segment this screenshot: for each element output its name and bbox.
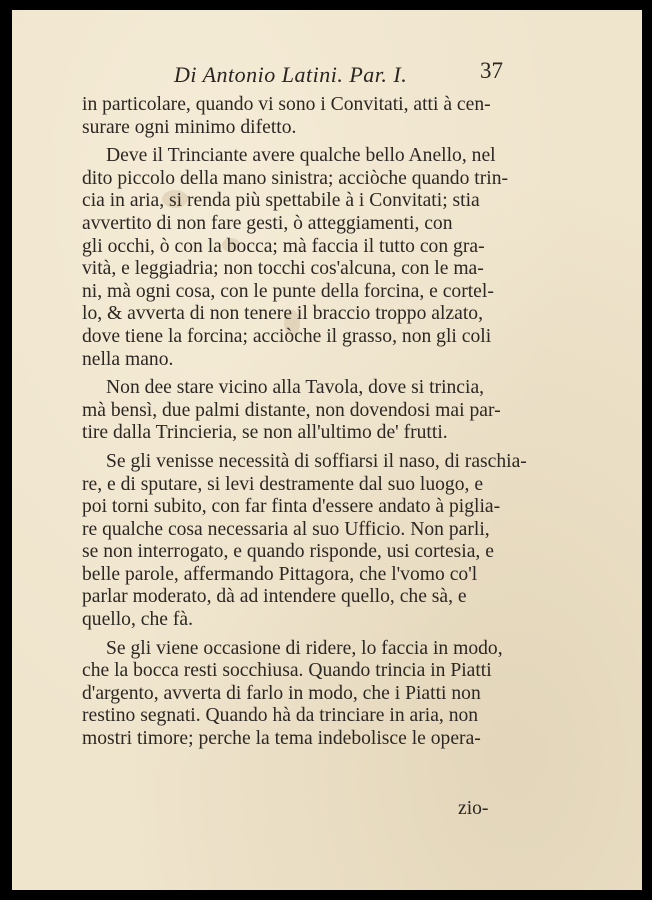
paragraph: [82, 145, 552, 371]
paragraph: [82, 377, 552, 445]
text-line: gli occhi, ò con la bocca; mà faccia il tutto con gra-: [82, 235, 485, 257]
text-line: mostri timore; perche la tema indebolisce le opera-: [82, 728, 481, 750]
text-line: quello, che fà.: [82, 609, 193, 631]
running-head: Di Antonio Latini. Par. I.: [174, 62, 408, 87]
text-line: in particolare, quando vi sono i Convitati, atti à cen-: [82, 94, 491, 115]
text-line: lo, & avverta di non tenere il braccio troppo alzato,: [82, 303, 483, 325]
text-line: parlar moderato, dà ad intendere quello, che sà, e: [82, 586, 467, 608]
text-line: che la bocca resti socchiusa. Quando trincia in Piatti: [82, 660, 492, 682]
text-line: mà bensì, due palmi distante, non dovendosi mai par-: [82, 399, 501, 421]
text-line: se non interrogato, e quando risponde, usi cortesia, e: [82, 541, 494, 563]
page-header: [82, 58, 552, 92]
body-text: [82, 94, 552, 757]
text-line: belle parole, affermando Pittagora, che l'vomo co'l: [82, 563, 478, 585]
text-line: Se gli viene occasione di ridere, lo faccia in modo,: [106, 637, 503, 659]
paragraph: [82, 94, 552, 139]
text-line: Non dee stare vicino alla Tavola, dove si trincia,: [106, 377, 485, 399]
text-line: restino segnati. Quando hà da trinciare in aria, non: [82, 705, 479, 727]
text-line: cia in aria, si renda più spettabile à i Convitati; stia: [82, 190, 480, 212]
text-line: surare ogni minimo difetto.: [82, 116, 297, 138]
text-line: avvertito di non fare gesti, ò atteggiamenti, con: [82, 212, 453, 234]
text-line: Deve il Trinciante avere qualche bello Anello, nel: [106, 145, 496, 167]
text-line: re, e di sputare, si levi destramente dal suo luogo, e: [82, 473, 484, 495]
text-line: dito piccolo della mano sinistra; acciòche quando trin-: [82, 167, 509, 189]
text-line: dove tiene la forcina; acciòche il grasso, non gli coli: [82, 325, 492, 347]
text-line: Se gli venisse necessità di soffiarsi il naso, di raschia-: [106, 450, 527, 472]
text-line: poi torni subito, con far finta d'essere andato à piglia-: [82, 496, 501, 518]
text-line: re qualche cosa necessaria al suo Ufficio. Non parli,: [82, 518, 490, 540]
paragraph: [82, 638, 552, 751]
page-number: 37: [480, 58, 503, 83]
text-line: d'argento, avverta di farlo in modo, che i Piatti non: [82, 682, 481, 704]
catchword: zio-: [458, 798, 489, 819]
paragraph: [82, 451, 552, 632]
text-line: nella mano.: [82, 348, 174, 370]
book-page: [12, 10, 642, 890]
text-line: vità, e leggiadria; non tocchi cos'alcuna, con le ma-: [82, 258, 484, 280]
text-line: tire dalla Trincieria, se non all'ultimo de' frutti.: [82, 422, 448, 444]
text-line: ni, mà ogni cosa, con le punte della forcina, e cortel-: [82, 280, 494, 302]
